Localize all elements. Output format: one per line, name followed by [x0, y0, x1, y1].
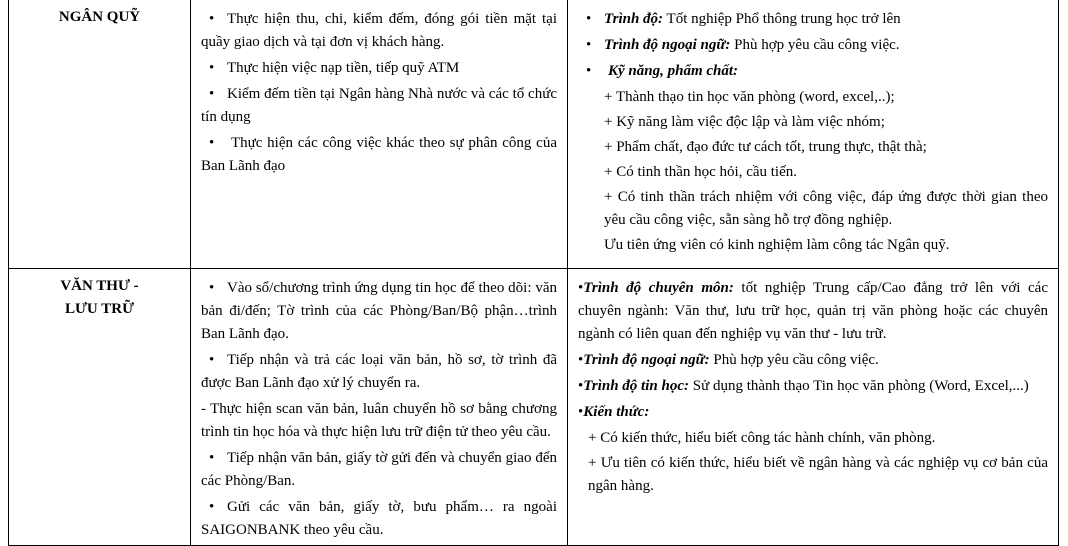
skill-item: + Thành thạo tin học văn phòng (word, excel,..);: [604, 89, 895, 105]
requirement-specialty: •Trình độ chuyên môn: tốt nghiệp Trung cấp/Cao đẳng trở lên với các chuyên ngành: Văn thư, lưu trữ học, quản trị văn phòng hoặc các chuyên ngành có liên quan đến nghiệp vụ văn thư - lưu trữ.: [578, 280, 1048, 342]
table-row: [9, 269, 1059, 546]
duties-cell: [191, 0, 568, 269]
list-item: • Vào sổ/chương trình ứng dụng tin học để theo dõi: văn bản đi/đến; Tờ trình của các Phòng/Ban/Bộ phận…trình Ban Lãnh đạo.: [201, 277, 557, 346]
bullet-icon: •: [209, 11, 215, 27]
knowledge-item: + Ưu tiên có kiến thức, hiểu biết về ngân hàng và các nghiệp vụ cơ bản của ngân hàng.: [588, 455, 1048, 494]
requirements-cell: [568, 0, 1059, 269]
bullet-icon: •: [578, 280, 584, 296]
department-cell: [9, 269, 191, 546]
bullet-icon: •: [578, 378, 584, 394]
bullet-icon: •: [586, 63, 592, 79]
knowledge-item: + Có kiến thức, hiểu biết công tác hành chính, văn phòng.: [588, 430, 936, 446]
duties-list: [201, 8, 557, 178]
bullet-icon: •: [209, 499, 215, 515]
table-row: [9, 0, 1059, 269]
list-item: • Thực hiện các công việc khác theo sự phân công của Ban Lãnh đạo: [201, 132, 557, 178]
bullet-icon: •: [209, 135, 215, 151]
skill-item: + Phẩm chất, đạo đức tư cách tốt, trung thực, thật thà;: [604, 139, 927, 155]
priority-note: Ưu tiên ứng viên có kinh nghiệm làm công tác Ngân quỹ.: [604, 237, 950, 253]
list-item: - Thực hiện scan văn bản, luân chuyển hồ sơ bằng chương trình tin học hóa và thực hiện lưu trữ điện tử theo yêu cầu.: [201, 401, 557, 440]
requirements-cell: [568, 269, 1059, 546]
requirement-skills-heading: • Kỹ năng, phẩm chất:: [578, 60, 1048, 83]
bullet-icon: •: [578, 404, 584, 420]
list-item: • Tiếp nhận và trả các loại văn bản, hồ sơ, tờ trình đã được Ban Lãnh đạo xử lý chuyển ra.: [201, 349, 557, 395]
duties-list: [201, 277, 557, 542]
list-item: • Thực hiện thu, chi, kiểm đếm, đóng gói tiền mặt tại quầy giao dịch và tại đơn vị khách hàng.: [201, 8, 557, 54]
department-name: VĂN THƯ - LƯU TRỮ: [60, 278, 139, 317]
bullet-icon: •: [209, 352, 215, 368]
list-item: • Tiếp nhận văn bản, giấy tờ gửi đến và chuyển giao đến các Phòng/Ban.: [201, 447, 557, 493]
requirement-language: • Trình độ ngoại ngữ: Phù hợp yêu cầu công việc.: [578, 34, 1048, 57]
bullet-icon: •: [209, 280, 215, 296]
bullet-icon: •: [209, 60, 215, 76]
department-cell: [9, 0, 191, 269]
bullet-icon: •: [586, 11, 592, 27]
list-item: • Thực hiện việc nạp tiền, tiếp quỹ ATM: [201, 57, 557, 80]
list-item: • Kiểm đếm tiền tại Ngân hàng Nhà nước và các tổ chức tín dụng: [201, 83, 557, 129]
job-description-table: [8, 0, 1059, 546]
requirement-education: • Trình độ: Tốt nghiệp Phổ thông trung học trở lên: [578, 8, 1048, 31]
skill-item: + Có tinh thần trách nhiệm với công việc, đáp ứng được thời gian theo yêu cầu công việc, sẵn sàng hỗ trợ đồng nghiệp.: [604, 189, 1048, 228]
bullet-icon: •: [209, 450, 215, 466]
requirement-it: •Trình độ tin học: Sử dụng thành thạo Tin học văn phòng (Word, Excel,...): [578, 378, 1029, 394]
bullet-icon: •: [578, 352, 584, 368]
skill-item: + Có tinh thần học hỏi, cầu tiến.: [604, 164, 798, 180]
requirement-knowledge-heading: •Kiến thức:: [578, 404, 650, 420]
department-name: NGÂN QUỸ: [58, 9, 141, 25]
bullet-icon: •: [209, 86, 215, 102]
duties-cell: [191, 269, 568, 546]
requirement-language: •Trình độ ngoại ngữ: Phù hợp yêu cầu công việc.: [578, 352, 879, 368]
bullet-icon: •: [586, 37, 592, 53]
skill-item: + Kỹ năng làm việc độc lập và làm việc nhóm;: [604, 114, 885, 130]
list-item: • Gửi các văn bản, giấy tờ, bưu phẩm… ra ngoài SAIGONBANK theo yêu cầu.: [201, 496, 557, 542]
